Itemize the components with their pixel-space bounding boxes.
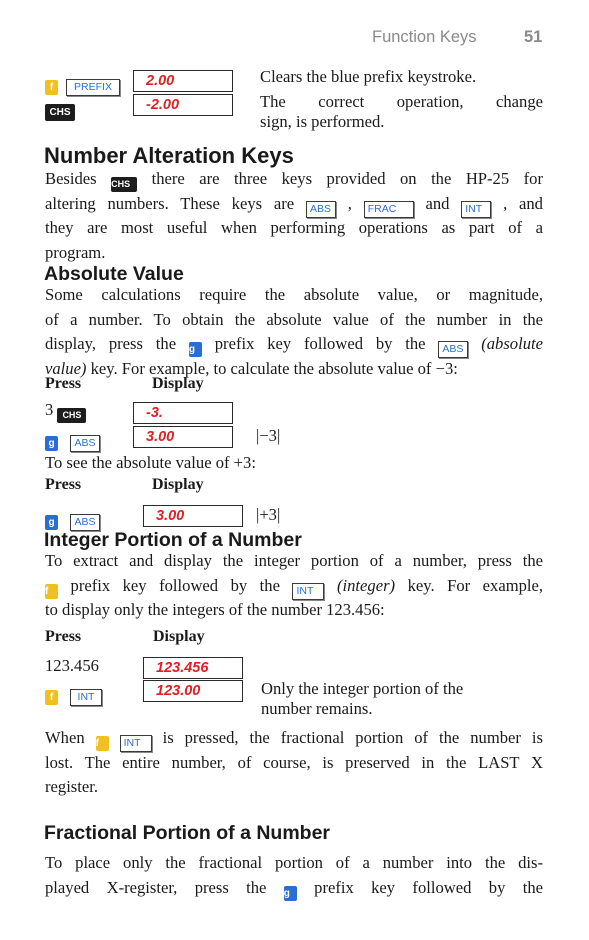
abs-example-2-note: |−3| bbox=[256, 426, 281, 445]
int-key-icon: INT bbox=[70, 689, 102, 706]
f-key-icon: f bbox=[45, 690, 58, 705]
g-key-icon: g bbox=[45, 515, 58, 530]
int-key-icon: INT bbox=[120, 735, 152, 752]
abs-mid-text: To see the absolute value of +3: bbox=[45, 453, 256, 472]
press-column-label: Press bbox=[45, 375, 82, 392]
number-alteration-paragraph: Besides CHS there are three keys provided on the HP-25 for altering numbers. These keys are ABS , FRAC and INT , and they are most useful when performing operations as part of a program. bbox=[45, 169, 543, 262]
int-example-2-note-line2: number remains. bbox=[261, 699, 373, 718]
display-clear-prefix: 2.00 bbox=[133, 70, 233, 92]
chs-key-icon: CHS bbox=[57, 408, 86, 423]
int-key-icon: INT bbox=[461, 201, 491, 218]
f-key-icon: f bbox=[45, 584, 58, 599]
chs-key-icon: CHS bbox=[45, 104, 75, 121]
frac-key-icon: FRAC bbox=[364, 201, 414, 218]
abs-example-1-press: 3 CHS bbox=[45, 400, 86, 423]
int-example-1-press: 123.456 bbox=[45, 656, 99, 675]
running-header bbox=[372, 28, 477, 47]
g-key-icon: g bbox=[189, 342, 202, 357]
int-example-2-note-line1: Only the integer portion of the bbox=[261, 679, 464, 698]
display-change-sign: -2.00 bbox=[133, 94, 233, 116]
abs-example-3-note: |+3| bbox=[256, 505, 281, 524]
heading-number-alteration-keys: Number Alteration Keys bbox=[44, 143, 294, 168]
chs-key-icon: CHS bbox=[111, 177, 137, 192]
abs-example-2-display: 3.00 bbox=[133, 426, 233, 448]
int-example-1-display: 123.456 bbox=[143, 657, 243, 679]
absolute-value-paragraph: Some calculations require the absolute value, or magnitude, of a number. To obtain the absolute value of the number in the display, press the g prefix key followed by the ABS (absolute value) key. For example, to calculate the absolute value of −3: bbox=[45, 285, 543, 378]
abs-key-icon: ABS bbox=[438, 341, 468, 358]
abs-key-icon: ABS bbox=[70, 435, 100, 452]
display-column-label: Display bbox=[152, 375, 204, 392]
f-key-icon: f bbox=[45, 80, 58, 95]
fractional-portion-paragraph: To place only the fractional portion of a number into the dis- played X-register, press the g prefix key followed by the bbox=[45, 853, 543, 899]
integer-portion-paragraph: To extract and display the integer portion of a number, press the f prefix key followed by the INT (integer) key. For example, to display only the integers of the number 123.456: bbox=[45, 551, 544, 619]
top-row-2-keys bbox=[45, 99, 75, 121]
heading-integer-portion: Integer Portion of a Number bbox=[44, 529, 302, 551]
press-column-label-3: Press bbox=[45, 628, 82, 645]
section-name: Function Keys bbox=[372, 28, 477, 46]
int-when-paragraph: When f INT is pressed, the fractional portion of the number is lost. The entire number, of course, is preserved in the LAST X register. bbox=[45, 728, 543, 796]
heading-absolute-value: Absolute Value bbox=[44, 263, 184, 285]
abs-key-icon: ABS bbox=[70, 514, 100, 531]
abs-key-icon: ABS bbox=[306, 201, 336, 218]
abs-example-3-display: 3.00 bbox=[143, 505, 243, 527]
int-example-2-display: 123.00 bbox=[143, 680, 243, 702]
int-key-icon: INT bbox=[292, 583, 324, 600]
prefix-key-icon: PREFIX bbox=[66, 79, 120, 96]
abs-example-2-press bbox=[45, 430, 100, 452]
change-sign-description-line2: sign, is performed. bbox=[260, 112, 385, 131]
change-sign-description-line1: The correct operation, change bbox=[260, 92, 543, 111]
press-column-label-2: Press bbox=[45, 476, 82, 493]
int-example-2-press bbox=[45, 684, 102, 706]
display-column-label-2: Display bbox=[152, 476, 204, 493]
g-key-icon: g bbox=[284, 886, 297, 901]
top-row-1-keys bbox=[45, 74, 120, 96]
f-key-icon: f bbox=[96, 736, 109, 751]
display-column-label-3: Display bbox=[153, 628, 205, 645]
clear-prefix-description: Clears the blue prefix keystroke. bbox=[260, 67, 477, 86]
abs-example-1-display: -3. bbox=[133, 402, 233, 424]
g-key-icon: g bbox=[45, 436, 58, 451]
heading-fractional-portion: Fractional Portion of a Number bbox=[44, 822, 331, 844]
page-number: 51 bbox=[524, 28, 543, 46]
abs-example-3-press bbox=[45, 509, 100, 531]
